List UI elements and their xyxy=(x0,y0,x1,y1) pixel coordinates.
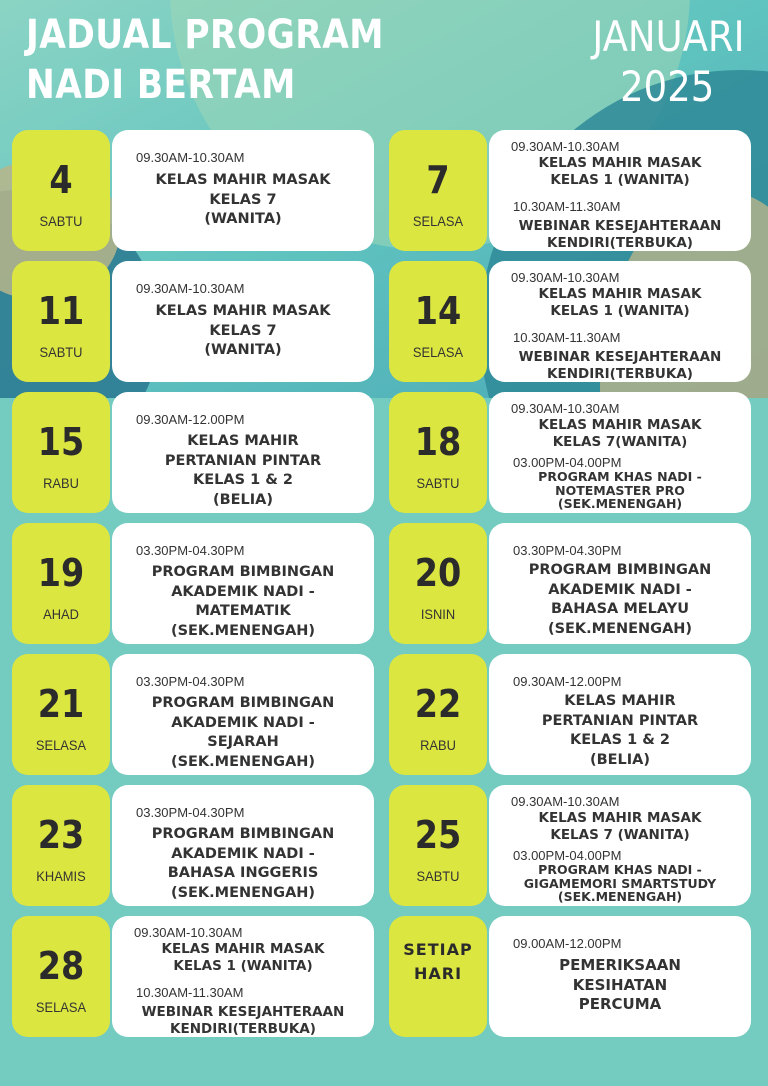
time-slot: 09.30AM-10.30AM xyxy=(134,925,243,940)
year-label: 2025 xyxy=(620,62,715,111)
program-line: (SEK.MENENGAH) xyxy=(170,884,316,901)
program-line: WEBINAR KESEJAHTERAAN xyxy=(518,218,722,234)
time-slot: 09.30AM-12.00PM xyxy=(136,412,245,427)
schedule-card xyxy=(389,916,751,1037)
program-line: (SEK.MENENGAH) xyxy=(170,622,316,639)
day-box xyxy=(389,392,487,513)
program-box xyxy=(489,523,751,644)
program-line: KELAS 1 & 2 xyxy=(192,472,293,488)
time-slot: 03.30PM-04.30PM xyxy=(136,674,245,689)
title-line-1: JADUAL PROGRAM xyxy=(26,12,384,58)
program-box xyxy=(489,785,751,906)
program-title xyxy=(112,941,374,975)
day-number: 18 xyxy=(414,420,462,464)
program-title xyxy=(112,563,374,641)
program-line: (SEK.MENENGAH) xyxy=(557,496,683,511)
program-line: (SEK.MENENGAH) xyxy=(557,889,683,904)
program-line: KELAS 1 (WANITA) xyxy=(173,958,313,974)
day-box xyxy=(12,523,110,644)
day-number: 15 xyxy=(37,420,85,464)
time-slot: 03.00PM-04.00PM xyxy=(513,455,622,470)
weekday-label: SELASA xyxy=(412,213,464,229)
program-box xyxy=(489,392,751,513)
program-line: PERTANIAN PINTAR xyxy=(541,712,699,729)
time-slot: 10.30AM-11.30AM xyxy=(136,985,244,1000)
schedule-card xyxy=(389,392,751,513)
program-line: KELAS 7 (WANITA) xyxy=(550,827,690,843)
program-line: MATEMATIK xyxy=(195,603,291,619)
program-line: (WANITA) xyxy=(204,342,282,358)
time-slot: 09.00AM-12.00PM xyxy=(513,936,622,951)
program-line: PROGRAM BIMBINGAN xyxy=(151,564,335,580)
day-label-special xyxy=(389,938,487,986)
program-title xyxy=(112,1004,374,1037)
program-box xyxy=(112,392,374,513)
program-line: KELAS 7(WANITA) xyxy=(552,434,688,450)
weekday-label: SELASA xyxy=(35,999,87,1015)
schedule-card xyxy=(12,654,374,775)
program-title xyxy=(489,470,751,511)
special-line: SETIAP xyxy=(403,940,473,959)
program-box xyxy=(489,654,751,775)
day-box xyxy=(12,392,110,513)
program-line: KELAS 7 xyxy=(209,191,277,208)
schedule-card xyxy=(389,261,751,382)
time-slot: 09.30AM-10.30AM xyxy=(136,150,245,165)
program-line: KELAS MAHIR MASAK xyxy=(538,286,702,302)
program-line: AKADEMIK NADI - xyxy=(171,714,315,731)
time-slot: 09.30AM-10.30AM xyxy=(511,794,620,809)
program-line: PROGRAM BIMBINGAN xyxy=(151,695,335,711)
day-number: 28 xyxy=(37,944,85,988)
program-title xyxy=(112,302,374,361)
program-line: KELAS 1 (WANITA) xyxy=(550,172,690,188)
program-line: PROGRAM BIMBINGAN xyxy=(528,562,712,578)
day-number: 11 xyxy=(37,289,85,333)
program-box xyxy=(489,130,751,251)
program-line: (SEK.MENENGAH) xyxy=(170,753,316,770)
program-title xyxy=(489,417,751,451)
day-box xyxy=(12,654,110,775)
program-title xyxy=(112,694,374,772)
day-number: 14 xyxy=(414,289,462,333)
program-line: PROGRAM BIMBINGAN xyxy=(151,826,335,842)
month-label: JANUARI xyxy=(592,12,745,61)
program-title xyxy=(112,825,374,903)
schedule-card xyxy=(389,523,751,644)
day-box xyxy=(389,916,487,1037)
weekday-label: SABTU xyxy=(39,344,83,360)
day-number: 25 xyxy=(414,813,462,857)
day-box xyxy=(389,261,487,382)
program-box xyxy=(112,654,374,775)
day-box xyxy=(12,261,110,382)
program-box xyxy=(112,261,374,382)
program-title xyxy=(112,432,374,510)
time-slot: 10.30AM-11.30AM xyxy=(513,199,621,214)
schedule-card xyxy=(12,916,374,1037)
day-number: 23 xyxy=(37,813,85,857)
program-line: PERTANIAN PINTAR xyxy=(164,452,322,469)
program-box xyxy=(112,130,374,251)
program-line: KELAS 1 & 2 xyxy=(569,732,670,748)
program-line: KELAS MAHIR xyxy=(564,693,676,709)
program-line: AKADEMIK NADI - xyxy=(171,845,315,862)
weekday-label: RABU xyxy=(43,475,79,491)
weekday-label: KHAMIS xyxy=(36,868,86,884)
weekday-label: ISNIN xyxy=(420,606,456,622)
program-line: PERCUMA xyxy=(578,995,662,1013)
weekday-label: SABTU xyxy=(39,213,83,229)
day-box xyxy=(12,130,110,251)
program-box xyxy=(112,916,374,1037)
weekday-label: SABTU xyxy=(416,475,460,491)
program-line: GIGAMEMORI SMARTSTUDY xyxy=(523,875,717,891)
time-slot: 09.30AM-12.00PM xyxy=(513,674,622,689)
program-line: KELAS MAHIR MASAK xyxy=(538,155,702,171)
program-line: KELAS MAHIR MASAK xyxy=(155,303,331,319)
month-year xyxy=(592,12,745,112)
program-line: AKADEMIK NADI - xyxy=(171,583,315,600)
program-box xyxy=(112,523,374,644)
title-line-2: NADI BERTAM xyxy=(26,62,296,108)
weekday-label: SELASA xyxy=(412,344,464,360)
program-title xyxy=(112,171,374,230)
program-line: KELAS MAHIR MASAK xyxy=(155,172,331,188)
weekday-label: RABU xyxy=(420,737,456,753)
program-title xyxy=(489,810,751,844)
program-title xyxy=(489,218,751,251)
program-line: (SEK.MENENGAH) xyxy=(547,620,693,637)
time-slot: 03.30PM-04.30PM xyxy=(136,805,245,820)
program-line: WEBINAR KESEJAHTERAAN xyxy=(518,349,722,365)
program-line: AKADEMIK NADI - xyxy=(548,581,692,598)
schedule-card xyxy=(389,130,751,251)
program-title xyxy=(489,561,751,639)
day-box xyxy=(389,654,487,775)
program-line: (BELIA) xyxy=(212,491,274,508)
program-box xyxy=(489,916,751,1037)
program-line: KELAS 1 (WANITA) xyxy=(550,303,690,319)
schedule-card xyxy=(12,785,374,906)
program-line: KELAS MAHIR MASAK xyxy=(538,810,702,826)
program-title xyxy=(489,155,751,189)
program-line: KELAS MAHIR xyxy=(187,433,299,449)
schedule-card xyxy=(389,785,751,906)
day-box xyxy=(389,785,487,906)
program-line: (BELIA) xyxy=(589,751,651,768)
program-line: WEBINAR KESEJAHTERAAN xyxy=(141,1004,345,1020)
weekday-label: SABTU xyxy=(416,868,460,884)
program-line: BAHASA INGGERIS xyxy=(167,865,319,881)
program-line: PROGRAM KHAS NADI - xyxy=(538,862,702,877)
program-box xyxy=(112,785,374,906)
weekday-label: SELASA xyxy=(35,737,87,753)
schedule-card xyxy=(12,392,374,513)
time-slot: 09.30AM-10.30AM xyxy=(511,401,620,416)
day-number: 19 xyxy=(37,551,85,595)
program-line: NOTEMASTER PRO xyxy=(555,482,685,498)
special-line: HARI xyxy=(413,964,463,983)
program-line: KENDIRI(TERBUKA) xyxy=(547,235,693,251)
day-box xyxy=(12,916,110,1037)
program-line: BAHASA MELAYU xyxy=(550,601,690,617)
program-line: (WANITA) xyxy=(204,211,282,227)
program-line: KESIHATAN xyxy=(572,975,668,994)
program-line: KENDIRI(TERBUKA) xyxy=(547,366,693,382)
day-number: 21 xyxy=(37,682,85,726)
time-slot: 09.30AM-10.30AM xyxy=(511,270,620,285)
time-slot: 03.30PM-04.30PM xyxy=(513,543,622,558)
program-title xyxy=(489,863,751,904)
program-title xyxy=(489,692,751,770)
time-slot: 03.30PM-04.30PM xyxy=(136,543,245,558)
time-slot: 03.00PM-04.00PM xyxy=(513,848,622,863)
schedule-card xyxy=(12,523,374,644)
program-line: KELAS 7 xyxy=(209,322,277,339)
schedule-card xyxy=(389,654,751,775)
day-box xyxy=(389,130,487,251)
program-line: PEMERIKSAAN xyxy=(559,956,681,974)
program-line: KELAS MAHIR MASAK xyxy=(538,417,702,433)
time-slot: 09.30AM-10.30AM xyxy=(136,281,245,296)
program-box xyxy=(489,261,751,382)
schedule-card xyxy=(12,261,374,382)
program-line: KELAS MAHIR MASAK xyxy=(161,941,325,957)
schedule-card xyxy=(12,130,374,251)
day-number: 20 xyxy=(414,551,462,595)
program-line: PROGRAM KHAS NADI - xyxy=(538,469,702,484)
program-title xyxy=(489,956,751,1015)
program-title xyxy=(489,349,751,382)
day-number: 7 xyxy=(426,158,450,202)
day-number: 4 xyxy=(49,158,73,202)
program-line: KENDIRI(TERBUKA) xyxy=(170,1021,316,1037)
time-slot: 10.30AM-11.30AM xyxy=(513,330,621,345)
program-title xyxy=(489,286,751,320)
program-line: SEJARAH xyxy=(207,734,279,750)
day-number: 22 xyxy=(414,682,462,726)
time-slot: 09.30AM-10.30AM xyxy=(511,139,620,154)
weekday-label: AHAD xyxy=(43,606,79,622)
day-box xyxy=(12,785,110,906)
page-title xyxy=(26,10,384,110)
day-box xyxy=(389,523,487,644)
